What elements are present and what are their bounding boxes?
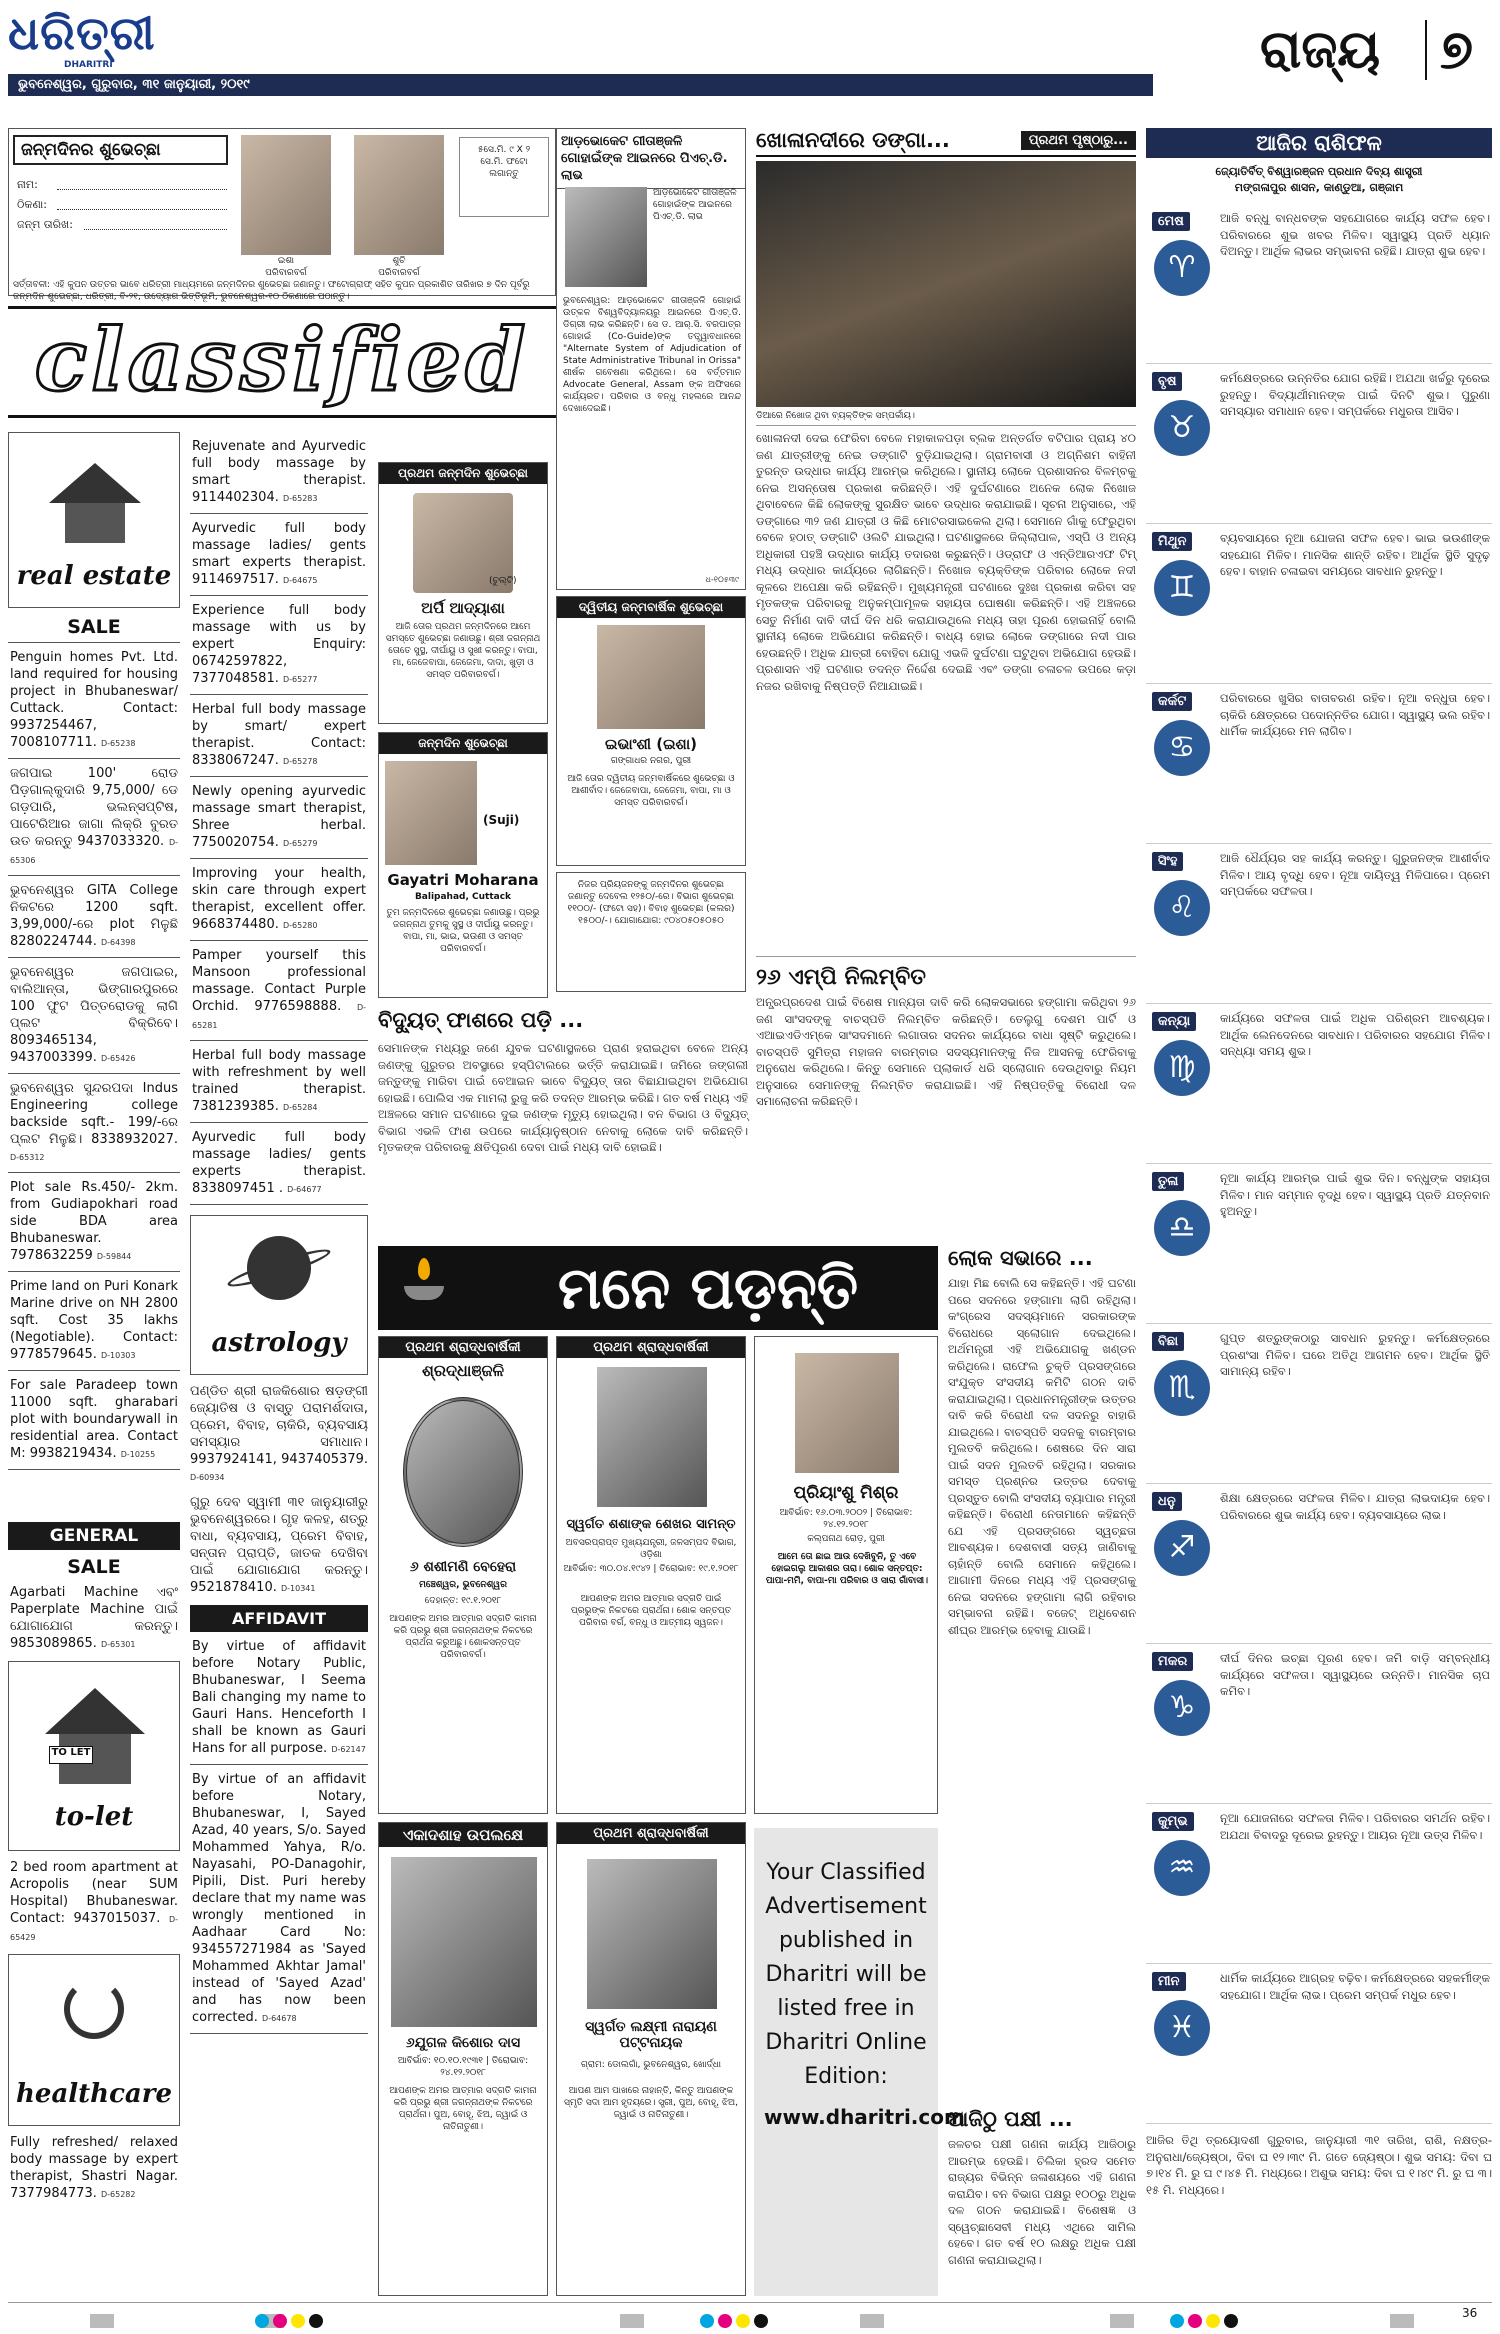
astro-ad-code: D-60934 [190, 1473, 225, 1482]
grey-swatch [1110, 2314, 1134, 2328]
real-estate-ad [8, 1371, 180, 1470]
astrology-label: astrology [211, 1328, 347, 1358]
real-estate-ad-code: D-10255 [120, 1450, 156, 1459]
second-birthday-text: ଆଜି ତୋର ଦ୍ୱିତୀୟ ଜନ୍ମବାର୍ଷିକରେ ଶୁଭେଚ୍ଛା ଓ ଆଶୀର୍ବାଦ। ଜେଜେବାପା, ଜେଜେମା, ବାପା, ମା ଓ ସମସ୍ତ ପରିବାରବର୍ଗ। [567, 774, 735, 808]
thesis-text-side: ଆଡ଼ଭୋକେଟ ଗୀତାଞ୍ଜଳି ଗୋହାଇଁଙ୍କ ଆଇନରେ ପିଏଚ୍.ଡି. ଲାଭ [653, 188, 737, 222]
obit-2 [556, 1336, 746, 1814]
real-estate-ad [8, 1272, 180, 1371]
rashi-row [1146, 364, 1492, 524]
left-column [8, 432, 180, 1470]
print-color-dot [1188, 2314, 1202, 2328]
bird-story-text: ଜଳଚର ପକ୍ଷୀ ଗଣନା କାର୍ଯ୍ୟ ଆଜିଠାରୁ ଆରମ୍ଭ ହେଉଛି। ଚିଲିକା ହ୍ରଦ ସମେତ ରାଜ୍ୟର ବିଭିନ୍ନ ଜଳାଶୟରେ ଏହି ଗଣନା କରାଯିବ। ବନ ବିଭାଗ ପକ୍ଷରୁ ୧୦୦ରୁ ଅଧିକ ଦଳ ଗଠନ କରାଯାଇଛି। ବିଶେଷଜ୍ଞ ଓ ସ୍ୱେଚ୍ଛାସେବୀ ମଧ୍ୟ ଏଥିରେ ସାମିଲ ହେବେ। ଗତ ବର୍ଷ ୧୦ ଲକ୍ଷରୁ ଅଧିକ ପକ୍ଷୀ ଗଣନା କରାଯାଇଥିଲା। [948, 2137, 1136, 2267]
kid1-name: ଇଶା [277, 256, 295, 266]
massage-ad-text: Ayurvedic full body massage ladies/ gents smart experts therapist. 9114697517. [192, 521, 366, 587]
rashi-text: ଆଜି ଧୈର୍ଯ୍ୟର ସହ କାର୍ଯ୍ୟ କରନ୍ତୁ। ଗୁରୁଜନଙ୍କ ଆଶୀର୍ବାଦ ମିଳିବ। ଆୟ ବୃଦ୍ଧି ହେବ। ନୂଆ ଦାୟିତ୍ୱ ମିଳିପାରେ। ପ୍ରେମ ସମ୍ପର୍କରେ ସଫଳତା। [1220, 851, 1490, 898]
obit-3-dates: ଆବିର୍ଭାବ: ୧୬.୦୩.୨୦୦୨ | ତିରୋଭାବ: ୨୪.୧୨.୨୦୧୮ [779, 1508, 913, 1530]
real-estate-ad [8, 958, 180, 1074]
obit-4-dates: ଆବିର୍ଭାବ: ୧୦.୧୦.୧୯୩୧ | ତିରୋଭାବ: ୨୪.୧୨.୨୦୧୮ [397, 2056, 529, 2078]
obit-5-name: ସ୍ୱର୍ଗତ ଲକ୍ଷ୍ମୀ ନାରାୟଣ ପଟ୍ଟନାୟକ [585, 2019, 717, 2051]
obit-5 [556, 1822, 746, 2296]
birthday-suji-title: ଜନ୍ମଦିନ ଶୁଭେଚ୍ଛା [379, 733, 547, 754]
sale-label: SALE [8, 608, 180, 643]
first-birthday-nick: (ଚୁଲ୍ଟି) [489, 576, 517, 586]
rashi-row [1146, 684, 1492, 844]
general-sale-label: SALE [67, 1556, 121, 1578]
real-estate-ad-text: ଜଗପାଇ 100' ରୋଡ ପିଡ଼ଗାଲ୍କୁଦାରି 9,75,000/ ଡେ ଗଡ଼ପାରି, ଭଲନ୍ସପ୍ଟିଷ, ପାଟେରିଆର ଜାଗା ଲିକ୍ରି ବୁରତ ଉତ କରନ୍ତୁ 9437033320. [10, 766, 178, 849]
obit-5-text: ଆପଣ ଆମ ପାଖରେ ନାହାନ୍ତି, କିନ୍ତୁ ଆପଣଙ୍କ ସ୍ମୃତି ସଦା ଆମ ହୃଦୟରେ। ସ୍ତ୍ରୀ, ପୁଅ, ବୋହୂ, ଝିଅ, ଜ୍ୱାଇଁ ଓ ନାତିନାତୁଣୀ। [564, 2086, 738, 2120]
thesis-title: ଆଡ଼ଭୋକେଟ ଗୀତାଞ୍ଜଳି ଗୋହାଇଁଙ୍କ ଆଇନରେ ପିଏଚ୍.ଡି. ଲାଭ [557, 129, 745, 189]
zodiac-icon: ♒ [1154, 1840, 1210, 1896]
stethoscope-icon [64, 1979, 124, 2039]
electric-story [378, 1008, 1136, 1037]
rashi-row [1146, 1804, 1492, 1964]
house-icon [45, 1688, 145, 1734]
obit-5-label: ପ୍ରଥମ ଶ୍ରାଦ୍ଧବାର୍ଷିକୀ [557, 1823, 745, 1844]
real-estate-ad-code: D-59844 [96, 1252, 132, 1261]
massage-ad-text: Pamper yourself this Mansoon professional massage. Contact Purple Orchid. 9776598888. [192, 948, 366, 1014]
rashi-name: ତୁଳା [1152, 1172, 1184, 1191]
rashi-row [1146, 1324, 1492, 1484]
astrology-box [190, 1215, 368, 1375]
registration-marks [0, 2312, 1500, 2332]
affidavit-ad-code: D-64678 [262, 2014, 297, 2023]
real-estate-ad-code: D-65426 [100, 1054, 136, 1063]
rashi-name: ମେଷ [1152, 212, 1190, 231]
photo-placeholder: ୫ସେ.ମି. ୯ X ୨ ସେ.ମି. ଫଟୋ ଲଗାନ୍ତୁ [459, 137, 549, 217]
rashi-list [1146, 204, 1492, 2124]
lead-story-title: ଖୋଳାନଦୀରେ ଡଙ୍ଗା... [756, 128, 950, 152]
rashi-name: ଧନୁ [1152, 1492, 1182, 1511]
real-estate-ad-text: ଭୁବନେଶ୍ୱର GITA College ନିକଟରେ 1200 sqft. 3,99,000/-ରେ plot ମିଳୁଛି 8280224744. [10, 883, 178, 949]
obit-4-photo [391, 1857, 537, 2027]
zodiac-icon: ♎ [1154, 1200, 1210, 1256]
to-let-box [8, 1661, 180, 1851]
astro-ad-text: ପଣ୍ଡିତ ଶ୍ରୀ ରାଜକିଶୋର ଷଡ଼ଙ୍ଗୀ ଜ୍ୟୋତିଷ ଓ ବାସ୍ତୁ ପରାମର୍ଶଦାତା, ପ୍ରେମ, ବିବାହ, ଚାକିରି, ବ୍ୟବସାୟ ସମସ୍ୟାର ସମାଧାନ। 9937924141, 9437405379. [190, 1384, 368, 1467]
kid1-family: ପରିବାରବର୍ଗ [265, 268, 307, 278]
massage-ad-code: D-65284 [282, 1103, 318, 1112]
to-let-ad [8, 1851, 180, 1946]
real-estate-ad-text: ଭୁବନେଶ୍ୱର ଜଗପାଇର, ବାଲିଆନ୍ତା, ଭିଙ୍ଗାରପୁରରେ 100 ଫୁଟ ପିତ୍ତରୋଡକୁ ଲାଗି ପ୍ଲଟ ବିକ୍ରିବେ। 8093465134, 9437003399. [10, 965, 178, 1065]
real-estate-ad-code: D-65238 [100, 739, 136, 748]
section-title: ରାଜ୍ୟ [1260, 20, 1381, 80]
massage-ad [190, 514, 368, 596]
grey-swatch [90, 2314, 114, 2328]
rashi-text: ପରିବାରରେ ଖୁସିର ବାତାବରଣ ରହିବ। ନୂଆ ବନ୍ଧୁତା ହେବ। ଚାକିରି କ୍ଷେତ୍ରରେ ପଦୋନ୍ନତିର ଯୋଗ। ସ୍ୱାସ୍ଥ୍ୟ ଭଲ ରହିବ। ଧାର୍ମିକ କାର୍ଯ୍ୟରେ ମନ ଲାଗିବ। [1220, 691, 1490, 738]
general-label: GENERAL [8, 1522, 180, 1550]
zodiac-icon: ♈ [1154, 240, 1210, 296]
obit-3-name: ପ୍ରିୟାଂଶୁ ମିଶ୍ର [793, 1483, 899, 1503]
healthcare-label: healthcare [16, 2079, 172, 2109]
field-name: ନାମ: [17, 178, 38, 191]
rashi-text: ଗୁପ୍ତ ଶତ୍ରୁଙ୍କଠାରୁ ସାବଧାନ ରୁହନ୍ତୁ। କର୍ମକ୍ଷେତ୍ରରେ ପ୍ରଶଂସା ମିଳିବ। ଘରେ ଅତିଥି ଆଗମନ ହେବ। ଆର୍ଥିକ ସ୍ଥିତି ସାମାନ୍ୟ ରହିବ। [1220, 1331, 1490, 1378]
rashi-row [1146, 844, 1492, 1004]
zodiac-icon: ♌ [1154, 880, 1210, 936]
health-ad-text: Fully refreshed/ relaxed body massage by expert therapist, Shastri Nagar. 7377984773. [10, 2135, 178, 2201]
lead-story-label: ପ୍ରଥମ ପୃଷ୍ଠାରୁ... [1021, 131, 1136, 150]
astro-ad-2-code: D-10341 [280, 1584, 316, 1593]
obit-1-sub: ଶ୍ରଦ୍ଧାଞ୍ଜଳି [421, 1361, 505, 1380]
massage-ad [190, 695, 368, 777]
free-online-ad-text: Your Classified Advertisement published in Dharitri will be listed free in Dharitri Online Edition: [765, 1860, 927, 2089]
obit-1 [378, 1336, 548, 1814]
print-color-dot [700, 2314, 714, 2328]
astrologer-place: ମଙ୍ଗଳାପୁର ଶାସନ, କାଣ୍ଡୁଆ, ଗଞ୍ଜାମ [1234, 181, 1404, 194]
birthday-suji-box [378, 732, 548, 998]
real-estate-ad-code: D-65306 [10, 838, 178, 865]
print-color-dot [255, 2314, 269, 2328]
first-birthday-text: ଆଜି ତୋର ପ୍ରଥମ ଜନ୍ମଦିନରେ ଆମେ ସମସ୍ତେ ଶୁଭେଚ୍ଛା ଜଣାଉଛୁ। ଶ୍ରୀ ଜଗନ୍ନାଥ ତୋତେ ସୁସ୍ଥ, ଦୀର୍ଘାୟୁ ଓ ସୁଖୀ କରନ୍ତୁ। ବାପା, ମା, ଜେଜେବାପା, ଜେଜେମା, ଦାଦା, ଖୁଡ଼ୀ ଓ ସମସ୍ତ ପରିବାରବର୍ଗ। [385, 622, 541, 680]
obit-1-photo [403, 1397, 523, 1547]
to-let-sign-icon: TO LET [49, 1746, 93, 1764]
massage-ad [190, 859, 368, 941]
greeting-coupon-box [556, 872, 746, 992]
masthead-logo-sub: DHARITRI [64, 60, 113, 70]
print-color-dot [1224, 2314, 1238, 2328]
rashi-name: ମୀନ [1152, 1972, 1186, 1991]
obit-3-photo [795, 1353, 899, 1473]
rashi-name: ମିଥୁନ [1152, 532, 1192, 551]
dateline: ଭୁବନେଶ୍ୱର, ଗୁରୁବାର, ୩୧ ଜାନୁୟାରୀ, ୨୦୧୯ [8, 74, 1153, 96]
massage-ad-text: Newly opening ayurvedic massage smart therapist, Shree herbal. 7750020754. [192, 784, 366, 850]
lead-story [756, 128, 1136, 1210]
left-column-lower [8, 1522, 180, 2203]
to-let-ad-text: 2 bed room apartment at Acropolis (near SUM Hospital) Bhubaneswar. Contact: 9437015037. [10, 1860, 178, 1926]
obit-3-text: ଆମେ ତୋ ଛାଇ ଆଉ ଦେଖିବୁନି, ତୁ ଏବେ ହୋଇଗଲୁ ଆକାଶର ତାରା। ଶୋକ ସନ୍ତପ୍ତ: ପାପା-ମମି, ବାପା-ମା ପରିବାର ଓ ସାରା ଗାଁବାସୀ। [765, 1552, 929, 1586]
real-estate-ad [8, 1074, 180, 1173]
zodiac-icon: ♑ [1154, 1680, 1210, 1736]
bird-story-title: ଆଜିଠୁ ପକ୍ଷୀ ... [948, 2107, 1073, 2131]
obit-2-text: ଆପଣଙ୍କ ଅମର ଆତ୍ମାର ସଦ୍ଗତି ପାଇଁ ପ୍ରଭୁଙ୍କ ନିକଟରେ ପ୍ରାର୍ଥନା। ଶୋକ ସନ୍ତପ୍ତ ପରିବାର ବର୍ଗ, ବନ୍ଧୁ ଓ ଆତ୍ମୀୟ ସ୍ୱଜନ। [570, 1594, 732, 1628]
print-color-dot [309, 2314, 323, 2328]
rashi-name: ମକର [1152, 1652, 1193, 1671]
astro-ad-2 [190, 1486, 368, 1597]
rashi-text: କର୍ମକ୍ଷେତ୍ରରେ ଉନ୍ନତିର ଯୋଗ ରହିଛି। ଅଯଥା ଖର୍ଚ୍ଚରୁ ଦୂରେଇ ରୁହନ୍ତୁ। ବିଦ୍ୟାର୍ଥୀମାନଙ୍କ ପାଇଁ ଦିନଟି ଶୁଭ। ପୁରୁଣା ସମସ୍ୟାର ସମାଧାନ ହେବ। ସମ୍ପର୍କରେ ମଧୁରତା ଆସିବ। [1220, 371, 1490, 418]
lok-sabha-text: ଯାହା ମିଛ ବୋଲି ସେ କହିଛନ୍ତି। ଏହି ଘଟଣା ପରେ ସଦନରେ ହଙ୍ଗାମା ଲାଗି ରହିଥିଲା। କଂଗ୍ରେସ ସଦସ୍ୟମାନେ ସରକାରଙ୍କ ବିରୋଧରେ ସ୍ଲୋଗାନ ଦେଇଥିଲେ। ଅର୍ଥମନ୍ତ୍ରୀ ଏହି ଅଭିଯୋଗକୁ ଖଣ୍ଡନ କରିଥିଲେ। ରାଫେଲ ଚୁକ୍ତି ପ୍ରସଙ୍ଗରେ ସଂଯୁକ୍ତ ସଂସଦୀୟ କମିଟି ଗଠନ ଦାବି କରାଯାଇଥିଲା। ପ୍ରଧାନମନ୍ତ୍ରୀଙ୍କ ଉତ୍ତର ଦାବି କରି ବିରୋଧୀ ଦଳ ସଦନରୁ ବାହାରି ଯାଇଥିଲେ। ବାଚସ୍ପତି ସଦନକୁ ବାରମ୍ବାର ମୁଲତବି କରିଥିଲେ। ଶେଷରେ ଦିନ ସାରା ପାଇଁ ସଦନ ମୁଲତବି ରହିଥିଲା। ସରକାର ସମସ୍ତ ପ୍ରଶ୍ନର ଉତ୍ତର ଦେବାକୁ ପ୍ରସ୍ତୁତ ବୋଲି ସଂସଦୀୟ ବ୍ୟାପାର ମନ୍ତ୍ରୀ କହିଛନ୍ତି। ବିରୋଧୀ ନେତାମାନେ କହିଛନ୍ତି ଯେ ଏହି ପ୍ରସଙ୍ଗରେ ସ୍ୱଚ୍ଛତା ଆବଶ୍ୟକ। ଦେଶବାସୀ ସତ୍ୟ ଜାଣିବାକୁ ଚାହାଁନ୍ତି ବୋଲି ସେମାନେ କହିଥିଲେ। ଆଗାମୀ ଦିନରେ ମଧ୍ୟ ଏହି ପ୍ରସଙ୍ଗକୁ ନେଇ ସଦନରେ ହଙ୍ଗାମା ଲାଗି ରହିବାର ସମ୍ଭାବନା ରହିଛି। ବଜେଟ୍ ଅଧିବେଶନ ଶୀଘ୍ର ଆରମ୍ଭ ହେବାକୁ ଯାଉଛି। [948, 1276, 1136, 1637]
birthday-suji-photo [385, 761, 477, 865]
rashi-name: କୁମ୍ଭ [1152, 1812, 1194, 1831]
free-online-ad [754, 1828, 965, 2296]
birthday-suji-name: Gayatri Moharana [387, 871, 539, 889]
rashi-row [1146, 1964, 1492, 2124]
massage-ad [190, 596, 368, 695]
real-estate-label: real estate [16, 561, 172, 591]
massage-ad-text: Herbal full body massage by smart/ expert therapist. Contact: 8338067247. [192, 702, 366, 768]
obit-1-name: ୬ ଶଶୀମଣି ବେହେରା [409, 1559, 517, 1575]
astrologer-name: ଜ୍ୟୋତିର୍ବିତ୍ ବିଶ୍ୱାରଞ୍ଜନ ପ୍ରଧାନ ଦିବ୍ୟ ଶାସ୍ତ୍ରୀ [1215, 165, 1423, 178]
zodiac-icon: ♊ [1154, 560, 1210, 616]
massage-ad-code: D-65281 [192, 1003, 366, 1030]
massage-ad [190, 432, 368, 514]
zodiac-icon: ♍ [1154, 1040, 1210, 1096]
real-estate-ad [8, 643, 180, 759]
field-dob: ଜନ୍ମ ତାରିଖ: [17, 218, 73, 231]
print-color-dot [1170, 2314, 1184, 2328]
house-icon [49, 463, 141, 503]
healthcare-box [8, 1954, 180, 2126]
first-birthday-title: ପ୍ରଥମ ଜନ୍ମଦିନ ଶୁଭେଚ୍ଛା [379, 463, 547, 484]
rashi-row [1146, 524, 1492, 684]
kid2-family: ପରିବାରବର୍ଗ [378, 268, 420, 278]
real-estate-ad-text: ଭୁବନେଶ୍ୱର ସୁନ୍ଦରପଦା Indus Engineering college backside sqft.- 199/-ରେ ପ୍ଲଟ ମିଳୁଛି। 8338932027. [10, 1081, 178, 1147]
rashi-row [1146, 1644, 1492, 1804]
lead-story-text: ଖୋଳାନଦୀ ଦେଇ ଫେରିବା ବେଳେ ମହାକାଳପଡ଼ା ବ୍ଲକ ଅନ୍ତର୍ଗତ ବଟିପାର ପ୍ରାୟ ୪୦ ଜଣ ଯାତ୍ରୀଙ୍କୁ ନେଇ ଡଙ୍ଗାଟି ବୁଡ଼ିଯାଇଥିଲା। ଗ୍ରାମବାସୀ ଓ ଅଗ୍ନିଶମ ବାହିନୀ ତୁରନ୍ତ ଉଦ୍ଧାର କାର୍ଯ୍ୟ ଆରମ୍ଭ କରିଥିଲେ। ସ୍ଥାନୀୟ ଲୋକେ ପ୍ରଶାସନର ବିଳମ୍ବକୁ ନେଇ ଅସନ୍ତୋଷ ପ୍ରକାଶ କରିଛନ୍ତି। ଏହି ଦୁର୍ଘଟଣାରେ ଅନେକ ଲୋକ ନିଖୋଜ ଥିବାବେଳେ କିଛି ଲୋକଙ୍କୁ ସୁରକ୍ଷିତ ଭାବେ ଉଦ୍ଧାର କରାଯାଇଛି। ସୂଚନା ଅନୁସାରେ, ଏହି ଡଙ୍ଗାରେ ୩୨ ଜଣ ଯାତ୍ରୀ ଓ କିଛି ମୋଟରସାଇକେଲ ଥିଲା। ସେମାନେ ଗାଁକୁ ଫେରୁଥିବା ବେଳେ ହଠାତ୍ ଡଙ୍ଗାଟି ଓଲଟି ଯାଇଥିଲା। ଘଟଣାସ୍ଥଳରେ ଜିଲ୍ଲାପାଳ, ଏସ୍ପି ଓ ଅନ୍ୟ ଅଧିକାରୀ ପହଞ୍ଚି ଉଦ୍ଧାର କାର୍ଯ୍ୟ ତଦାରଖ କରୁଛନ୍ତି। ଓଡ୍ରାଫ ଓ ଏନ୍ଡିଆରଏଫ ଟିମ୍ ମଧ୍ୟ ଉଦ୍ଧାର କାର୍ଯ୍ୟରେ ଲାଗିଛନ୍ତି। ନିଖୋଜ ବ୍ୟକ୍ତିଙ୍କ ପରିବାର ଲୋକେ ନଦୀ କୂଳରେ ଅପେକ୍ଷା କରି ରହିଛନ୍ତି। ମୁଖ୍ୟମନ୍ତ୍ରୀ ଘଟଣାରେ ଦୁଃଖ ପ୍ରକାଶ କରିବା ସହ ମୃତକଙ୍କ ପରିବାରକୁ ଅନୁକମ୍ପାମୂଳକ ସହାୟତା ଘୋଷଣା କରିଛନ୍ତି। ଏହି ଅଞ୍ଚଳରେ ସେତୁ ନିର୍ମାଣ ଦାବି ଦୀର୍ଘ ଦିନ ଧରି କରାଯାଉଥିଲେ ମଧ୍ୟ ତାହା ପୂରଣ ହୋଇନାହିଁ ବୋଲି ସ୍ଥାନୀୟ ଲୋକେ ଅଭିଯୋଗ କରିଛନ୍ତି। ବାଧ୍ୟ ହୋଇ ଲୋକେ ଡଙ୍ଗାରେ ନଦୀ ପାର ହେଉଛନ୍ତି। ଅଧିକ ଯାତ୍ରୀ ବୋହିବା ଯୋଗୁ ଏଭଳି ଦୁର୍ଘଟଣା ଘଟୁଥିବା ଅଭିଯୋଗ ହେଉଛି। ପ୍ରଶାସନ ଏହି ଘଟଣାର ତଦନ୍ତ ନିର୍ଦ୍ଦେଶ ଦେଇଛି ଏବଂ ଡଙ୍ଗା ଚଳାଚଳ ଉପରେ କଡ଼ା ନଜର ରଖିବାକୁ ନିଷ୍ପତ୍ତି ନିଆଯାଇଛି। [756, 431, 1136, 693]
field-name-line[interactable] [57, 189, 227, 190]
zodiac-icon: ♉ [1154, 400, 1210, 456]
grey-swatch [620, 2314, 644, 2328]
rashi-name: ବୃଷ [1152, 372, 1182, 391]
obit-1-text: ଆପଣଙ୍କ ଅମର ଆତ୍ମାର ସଦ୍ଗତି କାମନା କରି ପ୍ରଭୁ ଶ୍ରୀ ଜଗନ୍ନାଥଙ୍କ ନିକଟରେ ପ୍ରାର୍ଥନା କରୁଅଛୁ। ଶୋକସନ୍ତପ୍ତ ପରିବାରବର୍ଗ। [389, 1614, 537, 1660]
rashi-text: ବ୍ୟବସାୟରେ ନୂଆ ଯୋଜନା ସଫଳ ହେବ। ଭାଇ ଭଉଣୀଙ୍କ ସହଯୋଗ ମିଳିବ। ମାନସିକ ଶାନ୍ତି ରହିବ। ଆର୍ଥିକ ସ୍ଥିତି ସୁଦୃଢ଼ ହେବ। ବାହାନ ଚଳାଇବା ସମୟରେ ସାବଧାନ ରୁହନ୍ତୁ। [1220, 531, 1490, 578]
grey-swatch [1390, 2314, 1414, 2328]
second-birthday-box [556, 596, 746, 866]
birthday-suji-nick: (Suji) [483, 813, 520, 827]
rashi-text: ଆଜି ବନ୍ଧୁ ବାନ୍ଧବଙ୍କ ସହଯୋଗରେ କାର୍ଯ୍ୟ ସଫଳ ହେବ। ପରିବାରରେ ଶୁଭ ଖବର ମିଳିବ। ସ୍ୱାସ୍ଥ୍ୟ ପ୍ରତି ଧ୍ୟାନ ଦିଅନ୍ତୁ। ଆର୍ଥିକ ଲାଭର ସମ୍ଭାବନା ରହିଛି। ଯାତ୍ରା ଶୁଭ ହେବ। [1220, 211, 1490, 258]
obit-2-dates: ଆବିର୍ଭାବ: ୩୦.୦୪.୧୯୪୨ | ତିରୋଭାବ: ୧୯.୧.୨୦୧୮ [563, 1564, 739, 1574]
mp-story-title: ୨୬ ଏମ୍ପି ନିଲମ୍ବିତ [756, 956, 1136, 994]
rashi-text: କାର୍ଯ୍ୟରେ ସଫଳତା ପାଇଁ ଅଧିକ ପରିଶ୍ରମ ଆବଶ୍ୟକ। ଆର୍ଥିକ ଲେନଦେନରେ ସାବଧାନ। ପରିବାରର ସହଯୋଗ ମିଳିବ। ସନ୍ଧ୍ୟା ସମୟ ଶୁଭ। [1220, 1011, 1490, 1058]
house-body-icon [65, 503, 125, 543]
real-estate-ad-text: Plot sale Rs.450/- 2km. from Gudiapokhari road side BDA area Bhubaneswar. 7978632259 [10, 1180, 178, 1263]
obit-2-photo [597, 1367, 707, 1507]
massage-ad [190, 1041, 368, 1123]
page-number: ୭ [1440, 18, 1474, 81]
field-dob-line[interactable] [84, 229, 227, 230]
rashi-text: ଧାର୍ମିକ କାର୍ଯ୍ୟରେ ଆଗ୍ରହ ବଢ଼ିବ। କର୍ମକ୍ଷେତ୍ରରେ ସହକର୍ମୀଙ୍କ ସହଯୋଗ। ଆର୍ଥିକ ଲାଭ। ପ୍ରେମ ସମ୍ପର୍କ ମଧୁର ହେବ। [1220, 1971, 1490, 2002]
second-birthday-title: ଦ୍ୱିତୀୟ ଜନ୍ମବାର୍ଷିକ ଶୁଭେଚ୍ଛା [557, 597, 745, 618]
left-ads-list [8, 643, 180, 1470]
rashiphal-title: ଆଜିର ରାଶିଫଳ [1146, 128, 1492, 158]
second-birthday-name: ଇଭାଂଶୀ (ଇଶା) [605, 735, 697, 753]
footer-rule [8, 2302, 1492, 2303]
print-color-dot [1206, 2314, 1220, 2328]
lead-story-caption: ଡିଆରେ ନିଖୋଜ ଥିବା ବ୍ୟକ୍ତିଙ୍କ ସମ୍ପର୍କୀୟ। [756, 407, 1136, 426]
mane-padanti-title: ମନେ ପଡ଼ନ୍ତି [557, 1254, 859, 1322]
print-color-dot [273, 2314, 287, 2328]
zodiac-icon: ♓ [1154, 2000, 1210, 2056]
print-color-dot [754, 2314, 768, 2328]
zodiac-icon: ♐ [1154, 1520, 1210, 1576]
footer-page-number: 36 [1462, 2306, 1478, 2320]
obit-5-photo [587, 1859, 717, 2009]
rashi-name: ସିଂହ [1152, 852, 1183, 871]
to-let-label: to-let [54, 1802, 134, 1832]
thesis-code: ଧ-୧୦୫୩୯ [705, 575, 739, 584]
general-ad-text: Agarbati Machine ଏବଂ Paperplate Machine ପାଇଁ ଯୋଗାଯୋଗ କରନ୍ତୁ। 9853089865. [10, 1585, 178, 1651]
rashi-name: ବିଛା [1152, 1332, 1184, 1351]
massage-ad-text: Ayurvedic full body massage ladies/ gents experts therapist. 8338097451 . [192, 1130, 366, 1196]
massage-ad-text: Improving your health, skin care through expert therapist, excellent offer. 9668374480. [192, 866, 366, 932]
rashi-row [1146, 1164, 1492, 1324]
mid-ads-list [190, 432, 368, 1205]
massage-ad-code: D-65280 [282, 921, 318, 930]
massage-ad-code: D-65278 [282, 757, 318, 766]
kid2-name: ଶୁଚି [392, 256, 406, 266]
second-birthday-photo [597, 625, 705, 729]
kid1-photo [241, 135, 331, 255]
grey-swatch [860, 2314, 884, 2328]
panjika-text: ଆଜିର ତିଥି ତ୍ରୟୋଦଶୀ ଗୁରୁବାର, ଜାନୁୟାରୀ ୩୧ ତାରିଖ, ରାଶି, ନକ୍ଷତ୍ର-ଅନୁରାଧା/ଜ୍ୟେଷ୍ଠା, ଦିବା ଘ ୧୨।୩୯ ମି. ଗତେ ଜ୍ୟେଷ୍ଠା। ଶୁଭ ସମୟ: ଦିବା ଘ ୭।୧୪ ମି. ରୁ ଘ ୯।୪୫ ମି. ମଧ୍ୟରେ। ଅଶୁଭ ସମୟ: ଦିବା ଘ ୧।୪୯ ମି. ରୁ ଘ ୩।୧୫ ମି. ମଧ୍ୟରେ। [1146, 2133, 1492, 2197]
rashi-row [1146, 204, 1492, 364]
obit-2-place: ଅବସରପ୍ରାପ୍ତ ମୁଖ୍ୟଯନ୍ତ୍ରୀ, ଜଳସମ୍ପଦ ବିଭାଗ, ଓଡ଼ିଶା [565, 1538, 737, 1560]
massage-ad-text: Herbal full body massage with refreshment by well trained therapist. 7381239385. [192, 1048, 366, 1114]
obit-2-label: ପ୍ରଥମ ଶ୍ରାଦ୍ଧବାର୍ଷିକୀ [557, 1337, 745, 1358]
field-address-line[interactable] [57, 209, 227, 210]
real-estate-box [8, 432, 180, 608]
affidavit-ad-text: By virtue of affidavit before Notary Public, Bhubaneswar, I Seema Bali changing my name to Gauri Hans. Henceforth I shall be known as Gauri Hans for all purpose. [192, 1639, 366, 1756]
lead-story-header [756, 128, 1136, 157]
rashi-name: କର୍କଟ [1152, 692, 1192, 711]
classified-banner [8, 306, 556, 418]
astro-ad-2-text: ଗୁରୁ ଦେବ ସ୍ୱାମୀ ୩୧ ଜାନୁୟାରୀରୁ ଭୁବନେଶ୍ୱରରେ। ଗୃହ କଳହ, ଶତ୍ରୁ ବାଧା, ବ୍ୟବସାୟ, ପ୍ରେମ ବିବାହ, ସନ୍ତାନ ପ୍ରାପ୍ତି, ଜାତକ ଦେଖିବା ପାଇଁ ଯୋଗାଯୋଗ କରନ୍ତୁ। 9521878410. [190, 1495, 368, 1595]
obit-3-place: କଲ୍ପନାଥ ରୋଡ଼, ପୁରୀ [807, 1534, 885, 1544]
mp-story-text: ଅନ୍ଧ୍ରପ୍ରଦେଶ ପାଇଁ ବିଶେଷ ମାନ୍ୟତା ଦାବି କରି ଲୋକସଭାରେ ହଙ୍ଗାମା କରିଥିବା ୨୬ ଜଣ ସାଂସଦଙ୍କୁ ବାଚସ୍ପତି ନିଲମ୍ବିତ କରିଛନ୍ତି। ତେଲୁଗୁ ଦେଶମ ପାର୍ଟି ଓ ଏଆଇଏଡିଏମ୍କେ ସାଂସଦମାନେ ଲଗାତାର ସଦନର କାର୍ଯ୍ୟରେ ବାଧା ସୃଷ୍ଟି କରୁଥିଲେ। ବାଚସ୍ପତି ସୁମିତ୍ରା ମହାଜନ ବାରମ୍ବାର ସଦସ୍ୟମାନଙ୍କୁ ନିଜ ଆସନକୁ ଫେରିବାକୁ ଅନୁରୋଧ କରିଥିଲେ। କିନ୍ତୁ ସେମାନେ ପ୍ଲାକାର୍ଡ ଧରି ସ୍ଲୋଗାନ ଦେଉଥିବାରୁ ନିୟମ ଅନୁସାରେ ସେମାନଙ୍କୁ ନିଲମ୍ବିତ କରାଯାଇଛି। ଏହି ନିଷ୍ପତ୍ତିକୁ ବିରୋଧୀ ଦଳ ସମାଲୋଚନା କରିଛନ୍ତି। [756, 995, 1136, 1108]
free-online-ad-url[interactable]: www.dharitri.com [764, 2105, 965, 2129]
massage-ad-text: Rejuvenate and Ayurvedic full body massage by smart therapist. 9114402304. [192, 439, 366, 505]
thesis-text: ଭୁବନେଶ୍ୱର: ଆଡ଼ଭୋକେଟ ଗୀତାଞ୍ଜଳି ଗୋହାଇଁ ଉତ୍କଳ ବିଶ୍ୱବିଦ୍ୟାଳୟରୁ ଆଇନରେ ପିଏଚ୍.ଡି. ଡିଗ୍ରୀ ଲାଭ କରିଛନ୍ତି। ସେ ଡ. ଆର୍.ସି. ବରପାତ୍ର ଗୋହାଇଁ (Co-Guide)ଙ୍କ ତତ୍ତ୍ୱାବଧାନରେ "Alternate System of Adjudication of State Administrative Tribunal in Orissa" ଶୀର୍ଷକ ଗବେଷଣା କରିଥିଲେ। ସେ ବର୍ତ୍ତମାନ Advocate General, Assam ଙ୍କ ଅଫିସରେ କାର୍ଯ୍ୟରତ। ପରିବାର ଓ ବନ୍ଧୁ ମହଲରେ ଆନନ୍ଦ ଦେଖାଦେଇଛି। [563, 296, 741, 414]
affidavit-label: AFFIDAVIT [190, 1605, 368, 1632]
massage-ad-text: Experience full body massage with us by expert Enquiry: 06742597822, 7377048581. [192, 603, 366, 686]
massage-ad [190, 941, 368, 1041]
thesis-photo [565, 187, 647, 287]
obit-2-name: ସ୍ୱର୍ଗତ ଶଶାଙ୍କ ଶେଖର ସାମନ୍ତ [566, 1517, 736, 1532]
obit-5-place: ଗ୍ରାମ: ଡୋଲଗାଁ, ଭୁବନେଶ୍ୱର, ଖୋର୍ଦ୍ଧା [580, 2060, 722, 2070]
obit-4-text: ଆପଣଙ୍କ ଅମର ଆତ୍ମାର ସଦ୍ଗତି କାମନା କରି ପ୍ରଭୁ ଶ୍ରୀ ଜଗନ୍ନାଥଙ୍କ ନିକଟରେ ପ୍ରାର୍ଥନା। ପୁଅ, ବୋହୂ, ଝିଅ, ଜ୍ୱାଇଁ ଓ ନାତିନାତୁଣୀ। [389, 2086, 537, 2132]
print-color-dot [718, 2314, 732, 2328]
massage-ad-code: D-64675 [282, 576, 318, 585]
classified-title: classified [34, 310, 530, 411]
real-estate-ad [8, 759, 180, 876]
second-birthday-place: ଗଙ୍ଗାଧର ନଗର, ପୁରୀ [610, 756, 692, 766]
real-estate-ad [8, 1173, 180, 1272]
rashi-text: ଦୀର୍ଘ ଦିନର ଇଚ୍ଛା ପୂରଣ ହେବ। ଜମି ବାଡ଼ି ସମ୍ବନ୍ଧୀୟ କାର୍ଯ୍ୟରେ ସଫଳତା। ସ୍ୱାସ୍ଥ୍ୟରେ ଉନ୍ନତି। ମାନସିକ ଚାପ କମିବ। [1220, 1651, 1490, 1698]
obit-1-place: ମଞ୍ଚେଶ୍ୱର, ଭୁବନେଶ୍ୱର [419, 1580, 507, 1590]
health-ad-code: D-65282 [100, 2190, 136, 2199]
health-ad [8, 2126, 180, 2203]
affidavit-ad [190, 1765, 368, 2034]
lamp-icon [404, 1258, 444, 1318]
print-color-dot [736, 2314, 750, 2328]
massage-ad [190, 777, 368, 859]
field-address: ଠିକଣା: [17, 198, 47, 211]
birthday-suji-text: ତୁମ ଜନ୍ମଦିନରେ ଶୁଭେଚ୍ଛା ଜଣାଉଛୁ। ପ୍ରଭୁ ଜଗନ୍ନାଥ ତୁମକୁ ସୁସ୍ଥ ଓ ଦୀର୍ଘାୟୁ କରନ୍ତୁ। ବାପା, ମା, ଭାଇ, ଭଉଣୀ ଓ ସମସ୍ତ ପରିବାରବର୍ଗ। [386, 908, 540, 954]
massage-ad-code: D-65283 [282, 494, 318, 503]
birthday-suji-place: Balipahad, Cuttack [414, 892, 512, 902]
massage-ad-code: D-65277 [282, 675, 318, 684]
affidavit-ad [190, 1632, 368, 1765]
zodiac-icon: ♋ [1154, 720, 1210, 776]
obit-4-label: ଏକାଦଶାହ ଉପଲକ୍ଷେ [379, 1823, 547, 1847]
rashi-text: ଶିକ୍ଷା କ୍ଷେତ୍ରରେ ସଫଳତା ମିଳିବ। ଯାତ୍ରା ଲାଭଦାୟକ ହେବ। ପରିବାରରେ ଶୁଭ କାର୍ଯ୍ୟ ହେବ। ବ୍ୟବସାୟରେ ଲାଭ। [1220, 1491, 1490, 1522]
rashi-name: କନ୍ୟା [1152, 1012, 1196, 1031]
affidavit-ad-code: D-62147 [331, 1745, 366, 1754]
first-birthday-name: ଅର୍ପି ଆଦ୍ୟାଶା [421, 599, 505, 617]
rashi-text: ନୂଆ ଯୋଜନାରେ ସଫଳତା ମିଳିବ। ପରିବାରର ସମର୍ଥନ ରହିବ। ଅଯଥା ବିବାଦରୁ ଦୂରେଇ ରୁହନ୍ତୁ। ଆୟର ନୂଆ ଉତ୍ସ ମିଳିବ। [1220, 1811, 1490, 1842]
lok-sabha-title: ଲୋକ ସଭାରେ ... [948, 1246, 1093, 1270]
birthday-coupon-title: ଜନ୍ମଦିନର ଶୁଭେଚ୍ଛା [13, 135, 228, 165]
first-birthday-box [378, 462, 548, 724]
mane-padanti-banner [378, 1246, 938, 1330]
real-estate-ad-text: Penguin homes Pvt. Ltd. land required for housing project in Bhubaneswar/ Cuttack. Contact: 9937254467, 7008107711. [10, 650, 178, 750]
obit-4-name: ୬ଯୁଗଳ କିଶୋର ଦାସ [405, 2035, 521, 2051]
rashi-row [1146, 1004, 1492, 1164]
kid2-photo [354, 135, 444, 255]
section-divider [1425, 20, 1427, 80]
affidavit-ad-text: By virtue of an affidavit before Notary, Bhubaneswar, I, Sayed Azad, 40 years, S/o. Sayed Mohammed Yahya, R/o. Nayasahi, PO-Danagohir, Pipili, Dist. Puri hereby declare that my name was wrongly mentioned in Aadhaar Card No: 934557271984 as 'Sayed Mohammed Akhtar Jamal' instead of 'Sayed Azad' and has now been corrected. [192, 1772, 366, 2025]
zodiac-icon: ♏ [1154, 1360, 1210, 1416]
affidavit-list [190, 1632, 368, 2034]
masthead-logo: ଧରିତ୍ରୀ [8, 6, 156, 60]
electric-story-title: ବିଦ୍ୟୁତ୍ ଫାଶରେ ପଡ଼ି ... [378, 1008, 584, 1032]
obit-3 [754, 1336, 938, 1814]
lead-story-photo [756, 161, 1136, 407]
to-let-ad-code: D-65429 [10, 1915, 178, 1942]
rashi-text: ନୂଆ କାର୍ଯ୍ୟ ଆରମ୍ଭ ପାଇଁ ଶୁଭ ଦିନ। ବନ୍ଧୁଙ୍କ ସହାୟତା ମିଳିବ। ମାନ ସମ୍ମାନ ବୃଦ୍ଧି ହେବ। ସ୍ୱାସ୍ଥ୍ୟ ପ୍ରତି ଯତ୍ନବାନ ହୁଅନ୍ତୁ। [1220, 1171, 1490, 1218]
obit-1-dates: ଦେହାନ୍ତ: ୧୯.୧.୨୦୧୮ [424, 1596, 502, 1606]
obit-1-label: ପ୍ରଥମ ଶ୍ରାଦ୍ଧବାର୍ଷିକୀ [379, 1337, 547, 1358]
general-ad-code: D-65301 [100, 1640, 136, 1649]
coupon-terms: ସର୍ତ୍ତାବଳୀ: ଏହି କୁପନ ଉତ୍ତର ଭାବେ ଧରିତ୍ରୀ ମାଧ୍ୟମରେ ଜନ୍ମଦିନର ଶୁଭେଚ୍ଛା ଜଣାନ୍ତୁ। ଫଟୋଗ୍ରାଫ୍ ସହିତ କୁପନ ପ୍ରକାଶିତ ତାରିଖର ୭ ଦିନ ପୂର୍ବରୁ ଜନ୍ମଦିନ ଶୁଭେଚ୍ଛା, ଧରିତ୍ରୀ, ବି-୨୧, ଉଦ୍ୟୋଗ ଭିତ୍ତିଭୂମି, ଭୁବନେଶ୍ୱର-୧୦ ଠିକଣାରେ ପଠାନ୍ତୁ। [13, 280, 530, 302]
rashi-row [1146, 1484, 1492, 1644]
massage-ad-code: D-65279 [282, 839, 318, 848]
print-color-dot [291, 2314, 305, 2328]
real-estate-ad-text: Prime land on Puri Konark Marine drive on NH 2800 sqft. Cost 35 lakhs (Negotiable). Contact: 9778579645. [10, 1279, 178, 1362]
astro-ad [190, 1375, 368, 1486]
lok-sabha-story [948, 1246, 1136, 2316]
middle-column [190, 432, 368, 2025]
real-estate-ad-text: For sale Paradeep town 11000 sqft. gharabari plot with boundarywall in residential area. Contact M: 9938219434. [10, 1378, 178, 1461]
massage-ad [190, 1123, 368, 1205]
real-estate-ad-code: D-64398 [100, 938, 136, 947]
greeting-coupon-text: ନିଜର ପ୍ରିୟଜନଙ୍କୁ ଜନ୍ମଦିନର ଶୁଭେଚ୍ଛା ଜଣାନ୍ତୁ ଦେବେଲ ୧୨୫୦/-ରେ। ବିଭାଗ ଶୁଭେଚ୍ଛା ୧୧୦୦/- (ଫଟୋ ସହ)। ବିବାହ ଶୁଭେଚ୍ଛା (କଲର) ୧୫୦୦/-। ଯୋଗାଯୋଗ: ୯୦୪୦୫୦୫୦୫୦ [567, 880, 735, 926]
electric-story-text: ସେମାନଙ୍କ ମଧ୍ୟରୁ ଜଣେ ଯୁବକ ଘଟଣାସ୍ଥଳରେ ପ୍ରାଣ ହରାଇଥିବା ବେଳେ ଅନ୍ୟ ଜଣଙ୍କୁ ଗୁରୁତର ଅବସ୍ଥାରେ ହସ୍ପିଟାଲରେ ଭର୍ତ୍ତି କରାଯାଇଛି। ଜମିରେ ଜଙ୍ଗଲୀ ଜନ୍ତୁଙ୍କୁ ମାରିବା ପାଇଁ ବେଆଇନ ଭାବେ ବିଦ୍ୟୁତ୍ ତାର ବିଛାଯାଇଥିବା ଅଭିଯୋଗ ହୋଇଛି। ପୋଲିସ ଏକ ମାମଲା ରୁଜୁ କରି ତଦନ୍ତ ଆରମ୍ଭ କରିଛି। ଗତ ବର୍ଷ ମଧ୍ୟ ଏହି ଅଞ୍ଚଳରେ ସମାନ ଘଟଣାରେ ଦୁଇ ଜଣଙ୍କ ମୃତ୍ୟୁ ହୋଇଥିଲା। ବନ ବିଭାଗ ଓ ବିଦ୍ୟୁତ୍ ବିଭାଗ ଏଭଳି ଫାଶ ଉପରେ କାର୍ଯ୍ୟାନୁଷ୍ଠାନ ନେବାକୁ ଲୋକେ ଦାବି କରିଛନ୍ତି। ମୃତକଙ୍କ ପରିବାରକୁ କ୍ଷତିପୂରଣ ଦେବା ପାଇଁ ମଧ୍ୟ ଦାବି ହୋଇଛି। [378, 1041, 748, 1154]
general-ad [8, 1584, 180, 1653]
real-estate-ad [8, 876, 180, 958]
massage-ad-code: D-64677 [287, 1185, 322, 1194]
real-estate-ad-code: D-10303 [100, 1351, 136, 1360]
obit-4 [378, 1822, 548, 2296]
birthday-coupon [8, 128, 556, 302]
thesis-box [556, 128, 746, 590]
real-estate-ad-code: D-65312 [10, 1153, 45, 1162]
